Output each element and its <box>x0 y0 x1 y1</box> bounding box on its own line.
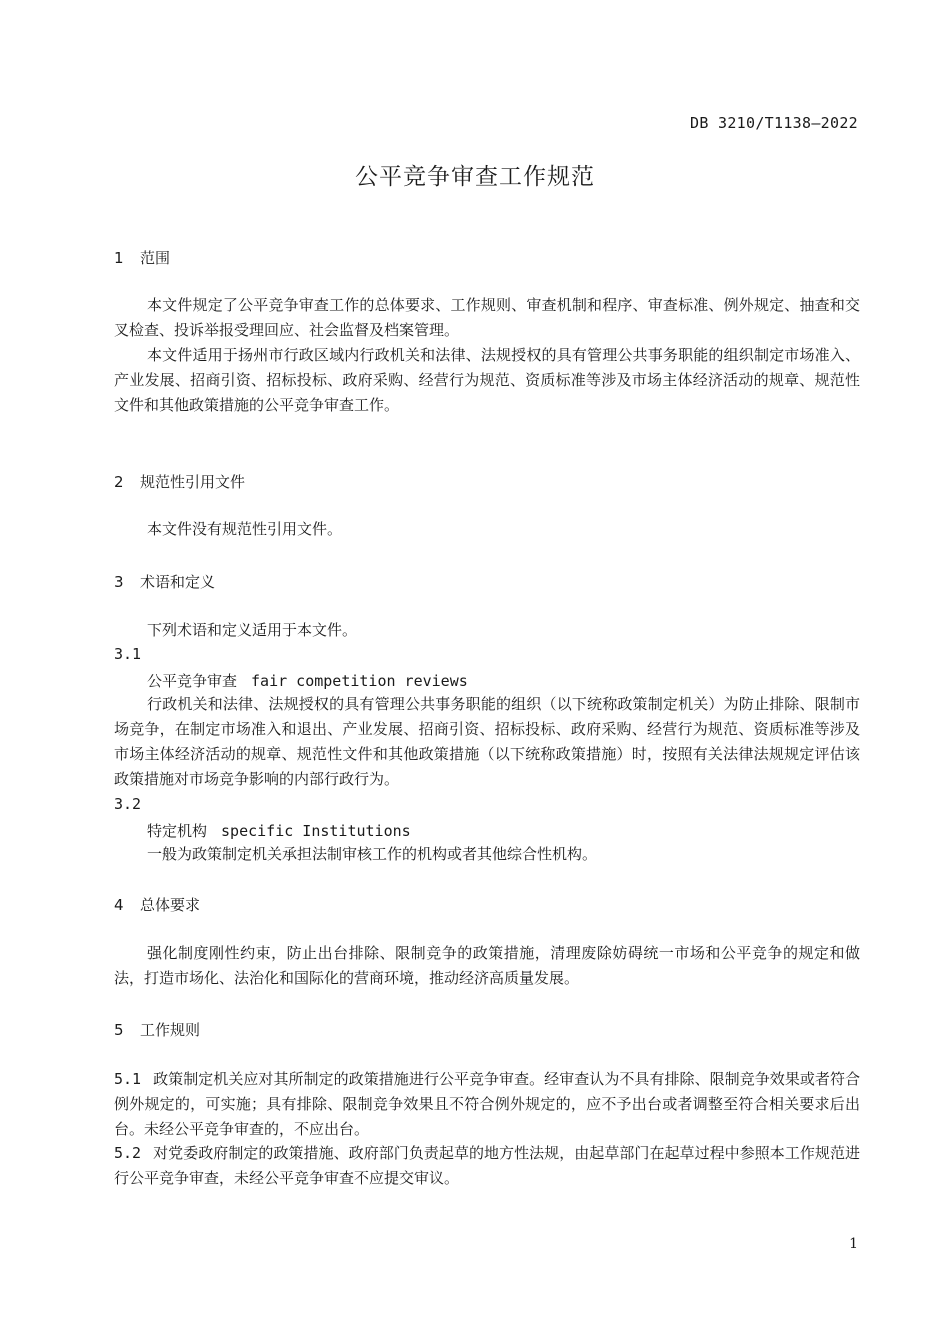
section-title: 总体要求 <box>140 896 201 914</box>
term-definition: 一般为政策制定机关承担法制审核工作的机构或者其他综合性机构。 <box>147 845 598 863</box>
section-title: 术语和定义 <box>140 573 216 591</box>
section-heading-3 <box>114 571 215 592</box>
rule-number: 5.1 <box>114 1070 142 1088</box>
term-entry <box>147 820 411 841</box>
rule-number: 5.2 <box>114 1144 142 1162</box>
section-heading-1 <box>114 247 170 268</box>
section-title: 范围 <box>140 249 171 267</box>
section-number: 5 <box>114 1021 124 1039</box>
clause-number: 3.2 <box>114 795 142 813</box>
term-definition: 行政机关和法律、法规授权的具有管理公共事务职能的组织（以下统称政策制定机关）为防止排除、限制市场竞争，在制定市场准入和退出、产业发展、招商引资、招标投标、政府采购、经营行为规范、资质标准等涉及市场主体经济活动的规章、规范性文件和其他政策措施（以下统称政策措施）时，按照有关法律法规规定评估该政策措施对市场竞争影响的内部行政行为。 <box>114 695 860 788</box>
term-english: fair competition reviews <box>251 672 468 690</box>
section-heading-4 <box>114 894 200 915</box>
paragraph: 本文件规定了公平竞争审查工作的总体要求、工作规则、审查机制和程序、审查标准、例外规定、抽查和交叉检查、投诉举报受理回应、社会监督及档案管理。 <box>114 296 860 339</box>
rule-text: 对党委政府制定的政策措施、政府部门负责起草的地方性法规，由起草部门在起草过程中参照本工作规范进行公平竞争审查，未经公平竞争审查不应提交审议。 <box>114 1144 860 1187</box>
rule-text: 政策制定机关应对其所制定的政策措施进行公平竞争审查。经审查认为不具有排除、限制竞争效果或者符合例外规定的，可实施；具有排除、限制竞争效果且不符合例外规定的，应不予出台或者调整至符合相关要求后出台。未经公平竞争审查的，不应出台。 <box>114 1070 860 1138</box>
document-title: 公平竞争审查工作规范 <box>355 164 595 190</box>
rule-5-1 <box>114 1067 860 1142</box>
paragraph: 本文件适用于扬州市行政区域内行政机关和法律、法规授权的具有管理公共事务职能的组织制定市场准入、产业发展、招商引资、招标投标、政府采购、经营行为规范、资质标准等涉及市场主体经济活动的规章、规范性文件和其他政策措施的公平竞争审查工作。 <box>114 346 860 414</box>
section-heading-5 <box>114 1019 200 1040</box>
section-number: 1 <box>114 249 124 267</box>
section-title: 工作规则 <box>140 1021 201 1039</box>
section-number: 4 <box>114 896 124 914</box>
term-chinese: 公平竞争审查 <box>147 672 238 690</box>
section-number: 3 <box>114 573 124 591</box>
section-title: 规范性引用文件 <box>140 473 246 491</box>
page-number: 1 <box>849 1236 858 1252</box>
paragraph: 下列术语和定义适用于本文件。 <box>147 621 358 639</box>
standard-number: DB 3210/T1138—2022 <box>690 114 858 132</box>
paragraph: 强化制度刚性约束，防止出台排除、限制竞争的政策措施，清理废除妨碍统一市场和公平竞争的规定和做法，打造市场化、法治化和国际化的营商环境，推动经济高质量发展。 <box>114 944 860 987</box>
term-english: specific Institutions <box>221 822 411 840</box>
term-entry <box>147 670 468 691</box>
clause-number: 3.1 <box>114 645 142 663</box>
section-number: 2 <box>114 473 124 491</box>
rule-5-2 <box>114 1141 860 1191</box>
paragraph: 本文件没有规范性引用文件。 <box>147 520 343 538</box>
section-heading-2 <box>114 471 245 492</box>
term-chinese: 特定机构 <box>147 822 208 840</box>
